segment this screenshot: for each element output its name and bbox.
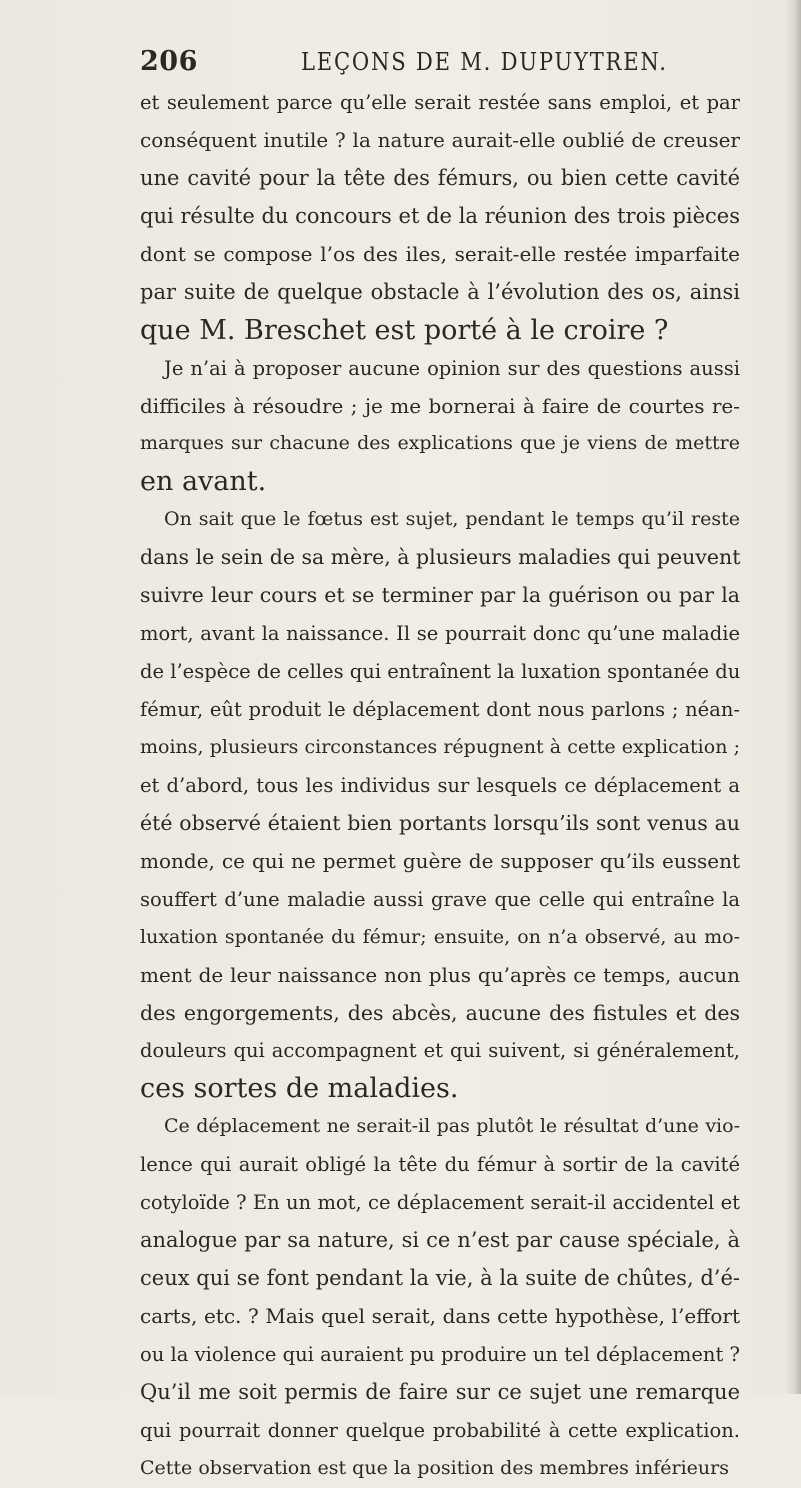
text-line: ment de leur naissance non plus qu’après ce temps, aucun	[140, 962, 740, 987]
text-line: mort, avant la naissance. Il se pourrait donc qu’une maladie	[140, 622, 740, 646]
paragraph	[140, 501, 740, 1108]
text-line: que M. Breschet est porté à le croire ?	[140, 314, 669, 346]
text-line: ceux qui se font pendant la vie, à la suite de chûtes, d’é-	[140, 1266, 740, 1291]
text-line: carts, etc. ? Mais quel serait, dans cette hypothèse, l’effort	[140, 1304, 740, 1328]
text-line: cotyloïde ? En un mot, ce déplacement serait-il accidentel et	[140, 1191, 740, 1215]
text-line: Cette observation est que la position des membres inférieurs	[140, 1456, 729, 1479]
paragraph	[140, 350, 740, 502]
text-line: marques sur chacune des explications que je viens de mettre	[140, 432, 740, 455]
text-line: ou la violence qui auraient pu produire un tel déplacement ?	[140, 1342, 740, 1366]
text-line: été observé étaient bien portants lorsqu’ils sont venus au	[140, 810, 740, 835]
text-line: Ce déplacement ne serait-il pas plutôt le résultat d’une vio-	[164, 1115, 740, 1138]
text-line: moins, plusieurs circonstances répugnent à cette explication ;	[140, 735, 740, 758]
text-line: qui pourrait donner quelque probabilité à cette explication.	[140, 1418, 740, 1442]
text-line: fémur, eût produit le déplacement dont nous parlons ; néan-	[140, 698, 740, 721]
text-line: par suite de quelque obstacle à l’évolution des os, ainsi	[140, 279, 740, 304]
text-line: ces sortes de maladies.	[140, 1073, 459, 1105]
text-line: lence qui aurait obligé la tête du fémur à sortir de la cavité	[140, 1153, 740, 1177]
text-line: souffert d’une maladie aussi grave que celle qui entraîne la	[140, 887, 740, 911]
text-line: et d’abord, tous les individus sur lesquels ce déplacement a	[140, 773, 740, 797]
text-line: On sait que le fœtus est sujet, pendant le temps qu’il reste	[164, 508, 740, 531]
page-header	[140, 46, 740, 86]
text-line: difficiles à résoudre ; je me bornerai à faire de courtes re-	[140, 393, 740, 418]
text-line: analogue par sa nature, si ce n’est par cause spéciale, à	[140, 1228, 740, 1253]
text-line: douleurs qui accompagnent et qui suivent, si généralement,	[140, 1039, 740, 1063]
text-line: luxation spontanée du fémur; ensuite, on n’a observé, au mo-	[140, 925, 740, 948]
text-line: en avant.	[140, 466, 267, 498]
text-line: suivre leur cours et se terminer par la guérison ou par la	[140, 583, 740, 608]
body-text	[140, 84, 740, 1488]
text-line: conséquent inutile ? la nature aurait-elle oublié de creuser	[140, 127, 740, 152]
paragraph	[140, 1108, 740, 1487]
paragraph	[140, 84, 740, 350]
text-line: Je n’ai à proposer aucune opinion sur des questions aussi	[164, 356, 740, 380]
text-line: de l’espèce de celles qui entraînent la luxation spontanée du	[140, 660, 741, 684]
text-line: qui résulte du concours et de la réunion des trois pièces	[140, 203, 740, 228]
running-head: LEÇONS DE M. DUPUYTREN.	[301, 48, 668, 76]
text-line: des engorgements, des abcès, aucune des fistules et des	[140, 1000, 740, 1025]
text-line: monde, ce qui ne permet guère de supposer qu’ils eussent	[140, 848, 740, 873]
page-number: 206	[140, 46, 198, 77]
text-line: dans le sein de sa mère, à plusieurs maladies qui peuvent	[140, 545, 741, 570]
text-line: une cavité pour la tête des fémurs, ou bien cette cavité	[140, 165, 740, 190]
text-line: Qu’il me soit permis de faire sur ce sujet une remarque	[140, 1379, 740, 1404]
text-line: dont se compose l’os des iles, serait-elle restée imparfaite	[140, 241, 740, 266]
text-line: et seulement parce qu’elle serait restée sans emploi, et par	[140, 91, 740, 114]
page-edge-shadow	[785, 0, 801, 1394]
